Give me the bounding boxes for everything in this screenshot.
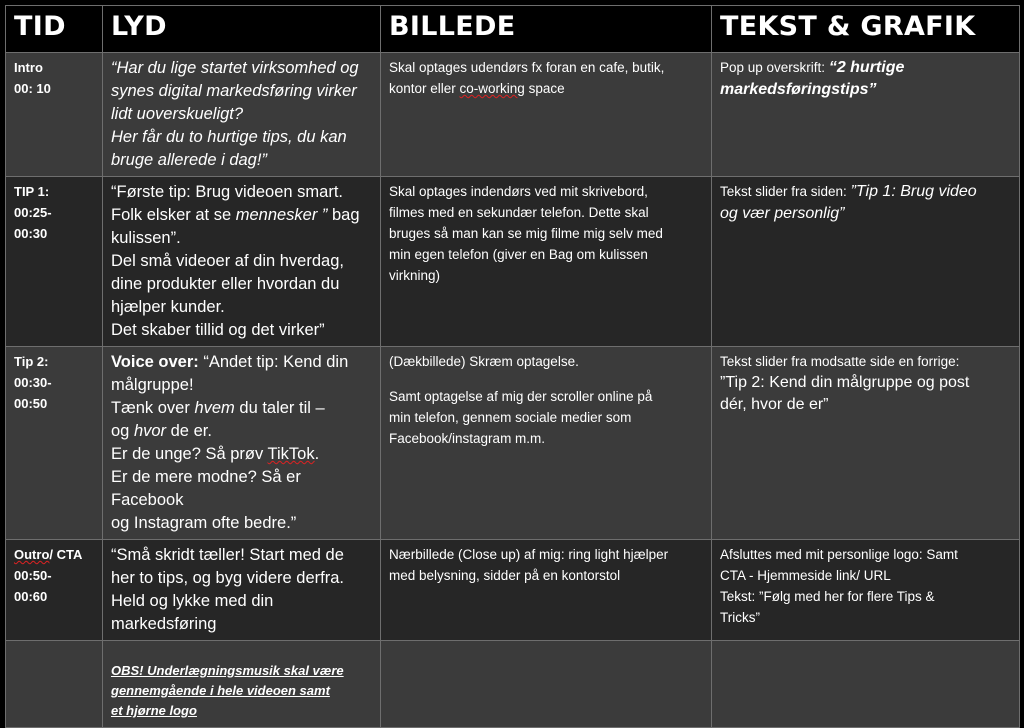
intro-tekst-quote: “2 hurtige	[828, 59, 905, 76]
intro-lyd-line: synes digital markedsføring virker	[111, 82, 357, 100]
tip2-tekst-quote: ”Tip 2: Kend din målgruppe og post	[720, 374, 970, 391]
tip2-billede-cell	[381, 347, 712, 540]
intro-tid-cell	[6, 53, 103, 177]
intro-billede-line: kontor eller	[389, 81, 460, 96]
tip2-lyd-line: og Instagram ofte bedre.”	[111, 514, 297, 532]
outro-lyd-line: markedsføring	[111, 615, 217, 633]
tip2-lyd-cell	[103, 347, 381, 540]
tip2-time: 00:50	[14, 396, 48, 411]
tip1-lyd-line: kulissen”.	[111, 229, 181, 247]
tip1-tid-cell	[6, 177, 103, 347]
tip1-lyd-line: “Første tip: Brug videoen smart.	[111, 183, 343, 201]
outro-billede-cell	[381, 540, 712, 641]
outro-time: 00:60	[14, 589, 48, 604]
obs-note-line: et hjørne logo	[111, 703, 197, 718]
tip1-tekst-quote: og vær personlig”	[720, 205, 845, 222]
tip2-billede-line: (Dækbillede) Skræm optagelse.	[389, 354, 579, 369]
obs-billede-cell	[381, 641, 712, 728]
outro-billede-line: Nærbillede (Close up) af mig: ring light hjælper	[389, 547, 669, 562]
tip2-lyd-line: “Andet tip: Kend din	[198, 353, 349, 371]
obs-note-line: gennemgående i hele videoen samt	[111, 683, 330, 698]
intro-billede-cell	[381, 53, 712, 177]
header-billede: BILLEDE	[381, 6, 712, 53]
intro-lyd-line: lidt uoverskueligt?	[111, 105, 244, 123]
intro-time: 00: 10	[14, 81, 51, 96]
tip2-lyd-line: de er.	[166, 422, 212, 440]
tip2-lyd-line: Er de mere modne? Så er Facebook	[111, 468, 301, 509]
tip2-tekst-prefix: Tekst slider fra modsatte side en forrige:	[720, 354, 960, 369]
tip2-time: 00:30-	[14, 375, 52, 390]
tip2-tekst-quote: dér, hvor de er”	[720, 396, 829, 413]
outro-tekst-line: CTA - Hjemmeside link/ URL	[720, 568, 891, 583]
tip2-lyd-line: målgruppe!	[111, 376, 194, 394]
header-lyd: LYD	[103, 6, 381, 53]
outro-time: 00:50-	[14, 568, 52, 583]
intro-lyd-cell	[103, 53, 381, 177]
outro-tekst-line: Afsluttes med mit personlige logo: Samt	[720, 547, 958, 562]
tip1-lyd-emphasis: mennesker ”	[235, 206, 328, 224]
intro-lyd-line: Her får du to hurtige tips, du kan	[111, 128, 347, 146]
tip1-billede-line: filmes med en sekundær telefon. Dette skal	[389, 205, 649, 220]
tip1-billede-line: min egen telefon (giver en Bag om kulissen	[389, 247, 648, 262]
row-tip2	[6, 347, 1020, 540]
tip1-lyd-cell	[103, 177, 381, 347]
tip1-tekst-prefix: Tekst slider fra siden:	[720, 184, 851, 199]
tip1-time: 00:30	[14, 226, 48, 241]
row-obs	[6, 641, 1020, 728]
intro-tekst-cell	[712, 53, 1020, 177]
header-row	[6, 6, 1020, 53]
tip1-tekst-quote: ”Tip 1: Brug video	[850, 183, 977, 200]
tip1-billede-line: Skal optages indendørs ved mit skrivebord,	[389, 184, 648, 199]
video-script-table	[5, 5, 1020, 728]
intro-tekst-prefix: Pop up overskrift:	[720, 60, 829, 75]
outro-billede-line: med belysning, sidder på en kontorstol	[389, 568, 621, 583]
tip1-lyd-line: hjælper kunder.	[111, 298, 225, 316]
outro-tekst-line: Tekst: ”Følg med her for flere Tips &	[720, 589, 935, 604]
outro-tekst-line: Tricks”	[720, 610, 760, 625]
intro-lyd-line: “Har du lige startet virksomhed og	[111, 59, 359, 77]
outro-tid-cell	[6, 540, 103, 641]
intro-tekst-quote: markedsføringstips”	[720, 81, 877, 98]
intro-label: Intro	[14, 60, 43, 75]
tip2-billede-line: min telefon, gennem sociale medier som	[389, 410, 632, 425]
intro-billede-line: Skal optages udendørs fx foran en cafe, butik,	[389, 60, 665, 75]
intro-billede-line: space	[524, 81, 565, 96]
tip1-lyd-line: Del små videoer af din hverdag,	[111, 252, 344, 270]
tip2-lyd-line: du taler til –	[234, 399, 325, 417]
outro-lyd-line: her to tips, og byg videre derfra.	[111, 569, 344, 587]
tip2-lyd-line: .	[314, 445, 320, 463]
tip1-billede-line: bruges så man kan se mig filme mig selv med	[389, 226, 663, 241]
outro-label-cta: / CTA	[49, 547, 83, 562]
obs-tekst-cell	[712, 641, 1020, 728]
tip2-lyd-line: Tænk over	[111, 399, 195, 417]
outro-lyd-line: Held og lykke med din	[111, 592, 274, 610]
tip2-label: Tip 2:	[14, 354, 49, 369]
header-tekst-grafik: TEKST & GRAFIK	[712, 6, 1020, 53]
tip2-lyd-line: Er de unge? Så prøv	[111, 445, 268, 463]
outro-lyd-line: “Små skridt tæller! Start med de	[111, 546, 344, 564]
row-tip1	[6, 177, 1020, 347]
obs-note-line: OBS! Underlægningsmusik skal være	[111, 663, 344, 678]
tip1-lyd-line: Folk elsker at se	[111, 206, 236, 224]
voice-over-label: Voice over:	[111, 353, 199, 371]
tip1-lyd-line: Det skaber tillid og det virker”	[111, 321, 325, 339]
tip2-billede-line: Facebook/instagram m.m.	[389, 431, 546, 446]
tip1-label: TIP 1:	[14, 184, 50, 199]
tip2-tekst-cell	[712, 347, 1020, 540]
paragraph-gap	[389, 372, 703, 386]
outro-label: Outro	[14, 547, 50, 562]
obs-lyd-cell	[103, 641, 381, 728]
tip2-lyd-emphasis: hvor	[133, 422, 167, 440]
header-tid: TID	[6, 6, 103, 53]
intro-lyd-line: bruge allerede i dag!”	[111, 151, 267, 169]
tip1-billede-cell	[381, 177, 712, 347]
tip2-lyd-emphasis: hvem	[194, 399, 235, 417]
outro-tekst-cell	[712, 540, 1020, 641]
obs-tid-cell	[6, 641, 103, 728]
tip2-tid-cell	[6, 347, 103, 540]
spellcheck-word: co-working	[459, 81, 525, 96]
outro-lyd-cell	[103, 540, 381, 641]
tip1-lyd-line: dine produkter eller hvordan du	[111, 275, 340, 293]
tip1-lyd-line: bag	[327, 206, 360, 224]
obs-note	[111, 645, 372, 721]
row-outro	[6, 540, 1020, 641]
tip1-billede-line: virkning)	[389, 268, 441, 283]
spellcheck-word: TikTok	[267, 445, 315, 463]
tip1-time: 00:25-	[14, 205, 52, 220]
tip2-lyd-line: og	[111, 422, 134, 440]
tip1-tekst-cell	[712, 177, 1020, 347]
tip2-billede-line: Samt optagelse af mig der scroller online på	[389, 389, 653, 404]
row-intro	[6, 53, 1020, 177]
